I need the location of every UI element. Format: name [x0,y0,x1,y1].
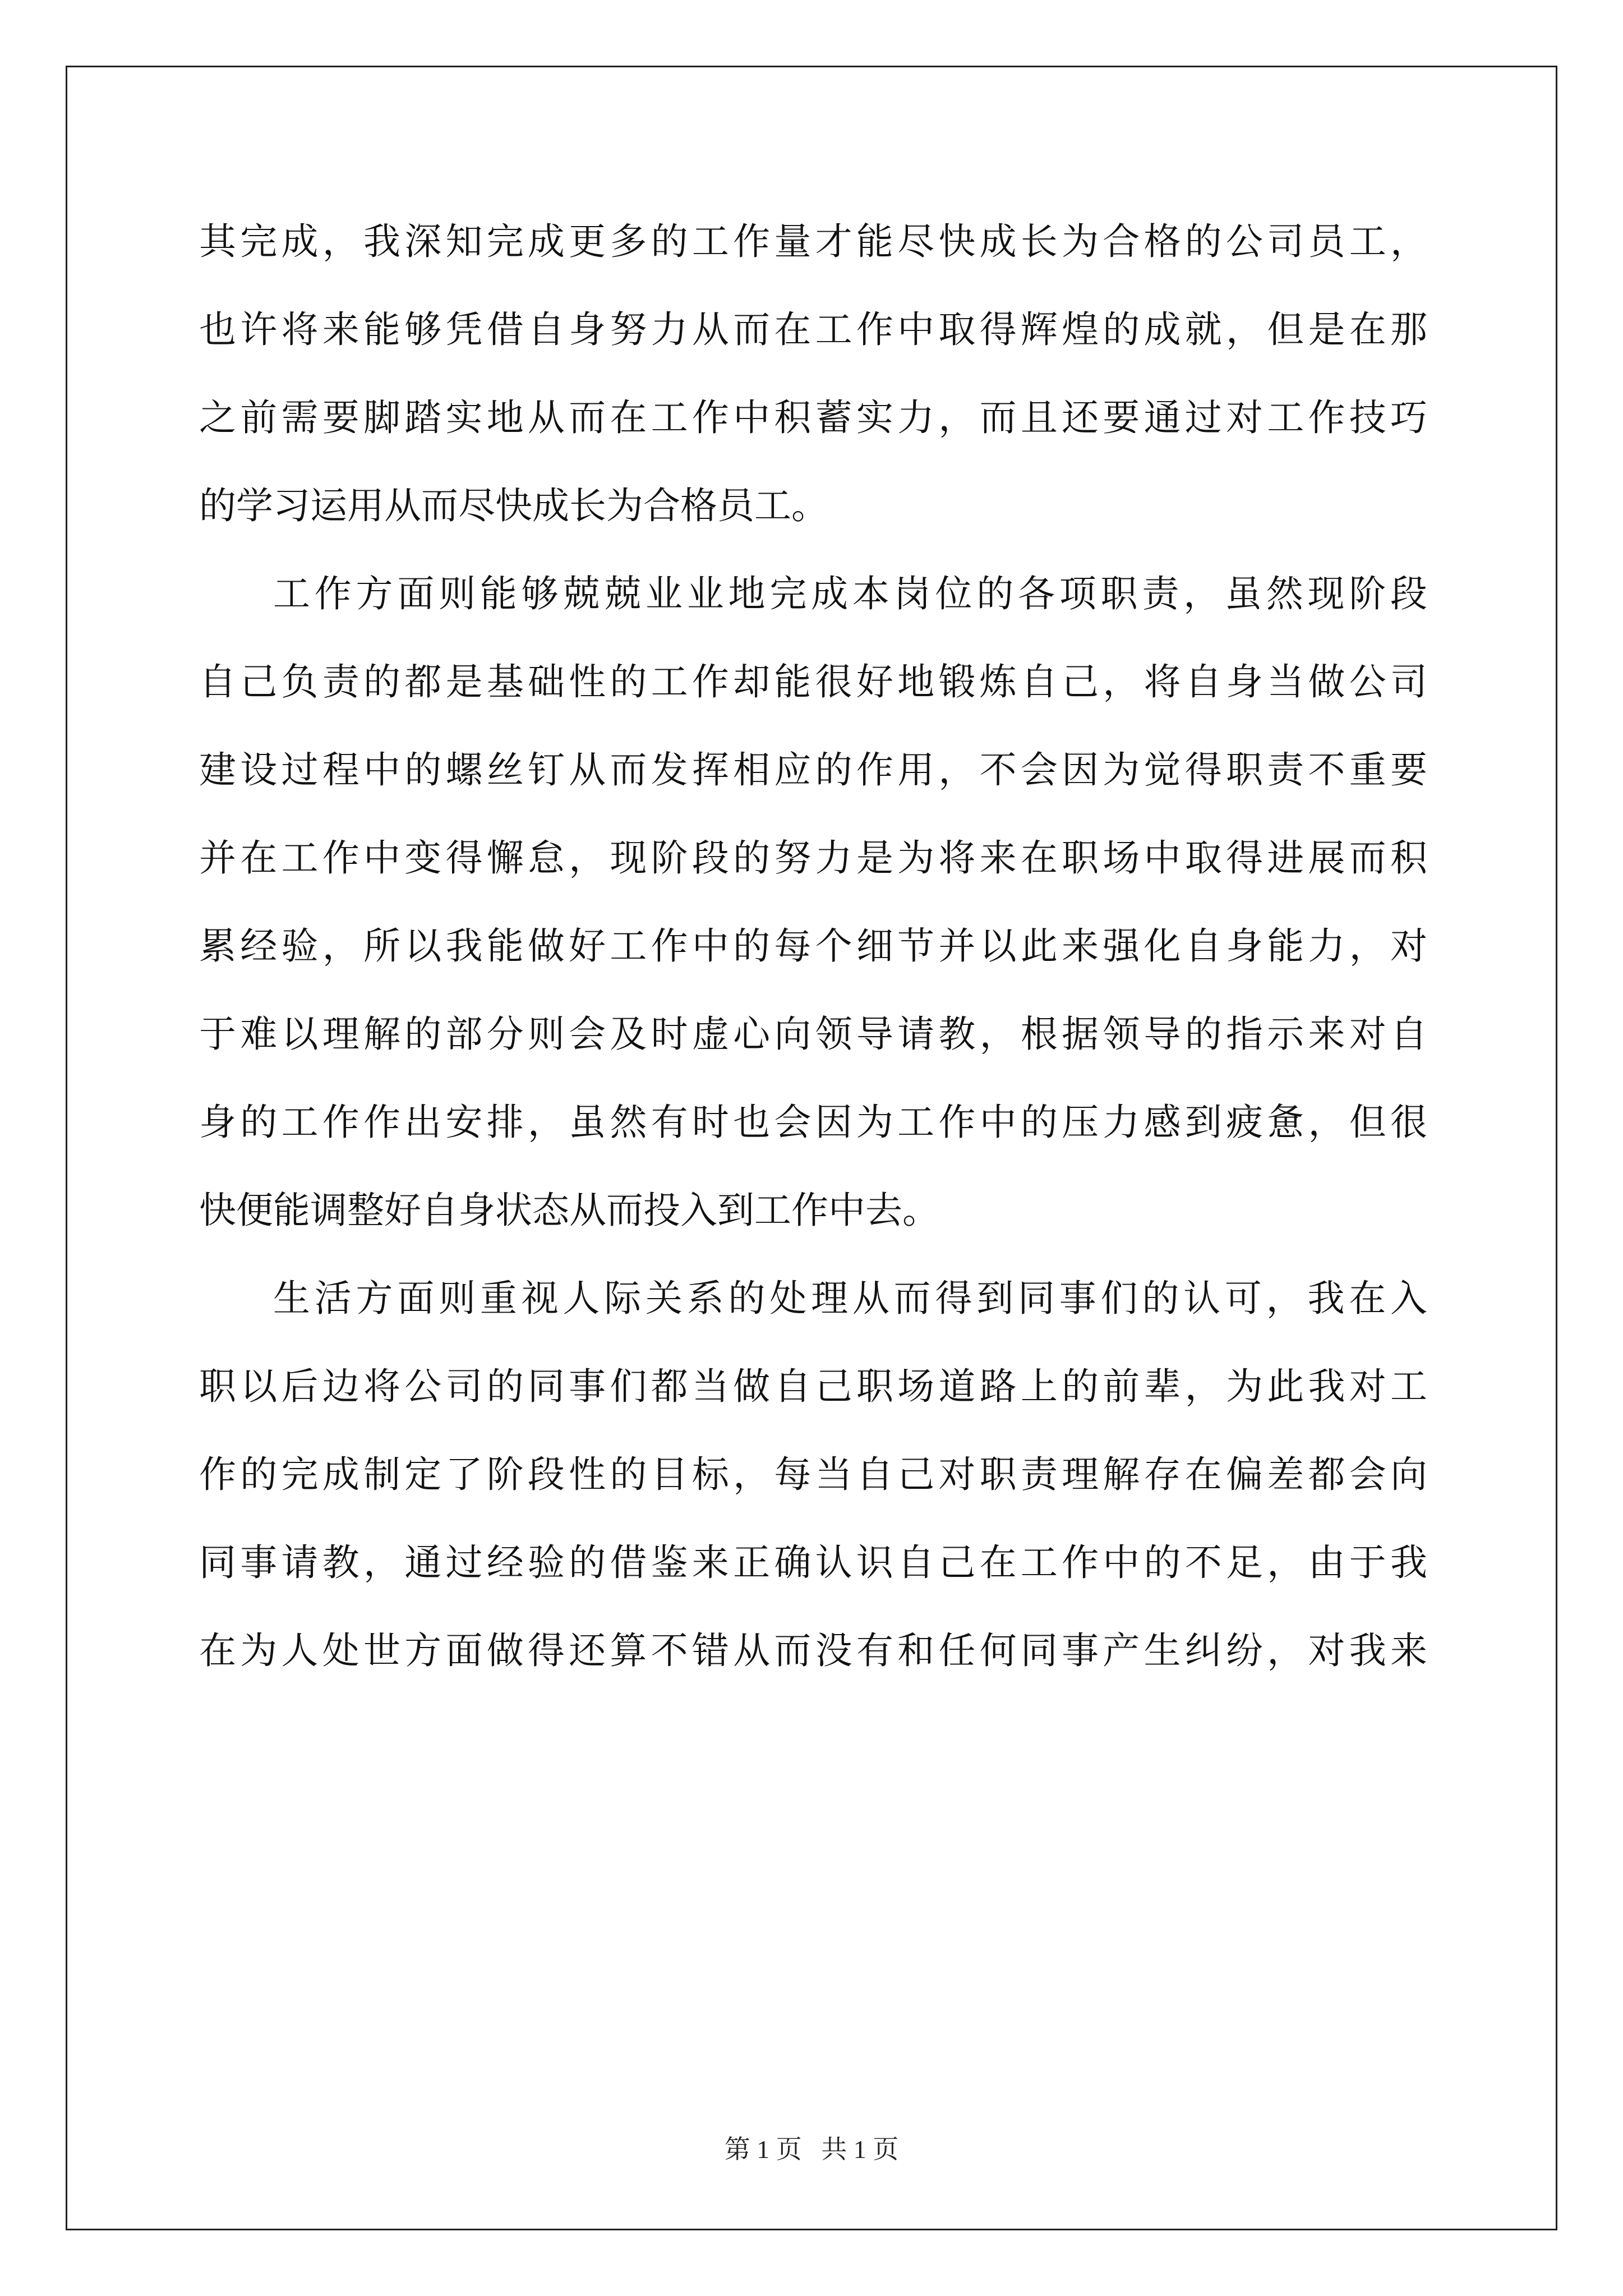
paragraph-line: 累经验，所以我能做好工作中的每个细节并以此来强化自身能力，对 [199,924,1427,968]
paragraph-line: 也许将来能够凭借自身努力从而在工作中取得辉煌的成就，但是在那 [199,308,1427,351]
paragraph-line: 于难以理解的部分则会及时虚心向领导请教，根据领导的指示来对自 [199,1013,1427,1056]
paragraph-line: 快便能调整好自身状态从而投入到工作中去。 [199,1189,939,1232]
paragraph-line: 其完成，我深知完成更多的工作量才能尽快成长为合格的公司员工， [199,220,1427,263]
document-body [199,197,1427,1695]
paragraph-line: 建设过程中的螺丝钉从而发挥相应的作用，不会因为觉得职责不重要 [199,748,1427,792]
paragraph-line: 在为人处世方面做得还算不错从而没有和任何同事产生纠纷，对我来 [199,1629,1427,1672]
paragraph-line: 之前需要脚踏实地从而在工作中积蓄实力，而且还要通过对工作技巧 [199,396,1427,439]
paragraph-line: 生活方面则重视人际关系的处理从而得到同事们的认可，我在入 [273,1277,1427,1320]
paragraph-line: 作的完成制定了阶段性的目标，每当自己对职责理解存在偏差都会向 [199,1453,1427,1496]
page-number-footer: 第 1 页 共 1 页 [724,2135,899,2164]
paragraph-line: 并在工作中变得懈怠，现阶段的努力是为将来在职场中取得进展而积 [199,836,1427,880]
paragraph-line: 的学习运用从而尽快成长为合格员工。 [199,484,828,527]
paragraph-line: 工作方面则能够兢兢业业地完成本岗位的各项职责，虽然现阶段 [273,572,1427,615]
paragraph-2 [199,550,1427,1254]
paragraph-1 [199,197,1427,550]
paragraph-line: 自己负责的都是基础性的工作却能很好地锻炼自己，将自身当做公司 [199,660,1427,703]
paragraph-line: 身的工作作出安排，虽然有时也会因为工作中的压力感到疲惫，但很 [199,1101,1427,1144]
paragraph-line: 职以后边将公司的同事们都当做自己职场道路上的前辈，为此我对工 [199,1365,1427,1408]
paragraph-3 [199,1254,1427,1695]
paragraph-line: 同事请教，通过经验的借鉴来正确认识自己在工作中的不足，由于我 [199,1541,1427,1584]
